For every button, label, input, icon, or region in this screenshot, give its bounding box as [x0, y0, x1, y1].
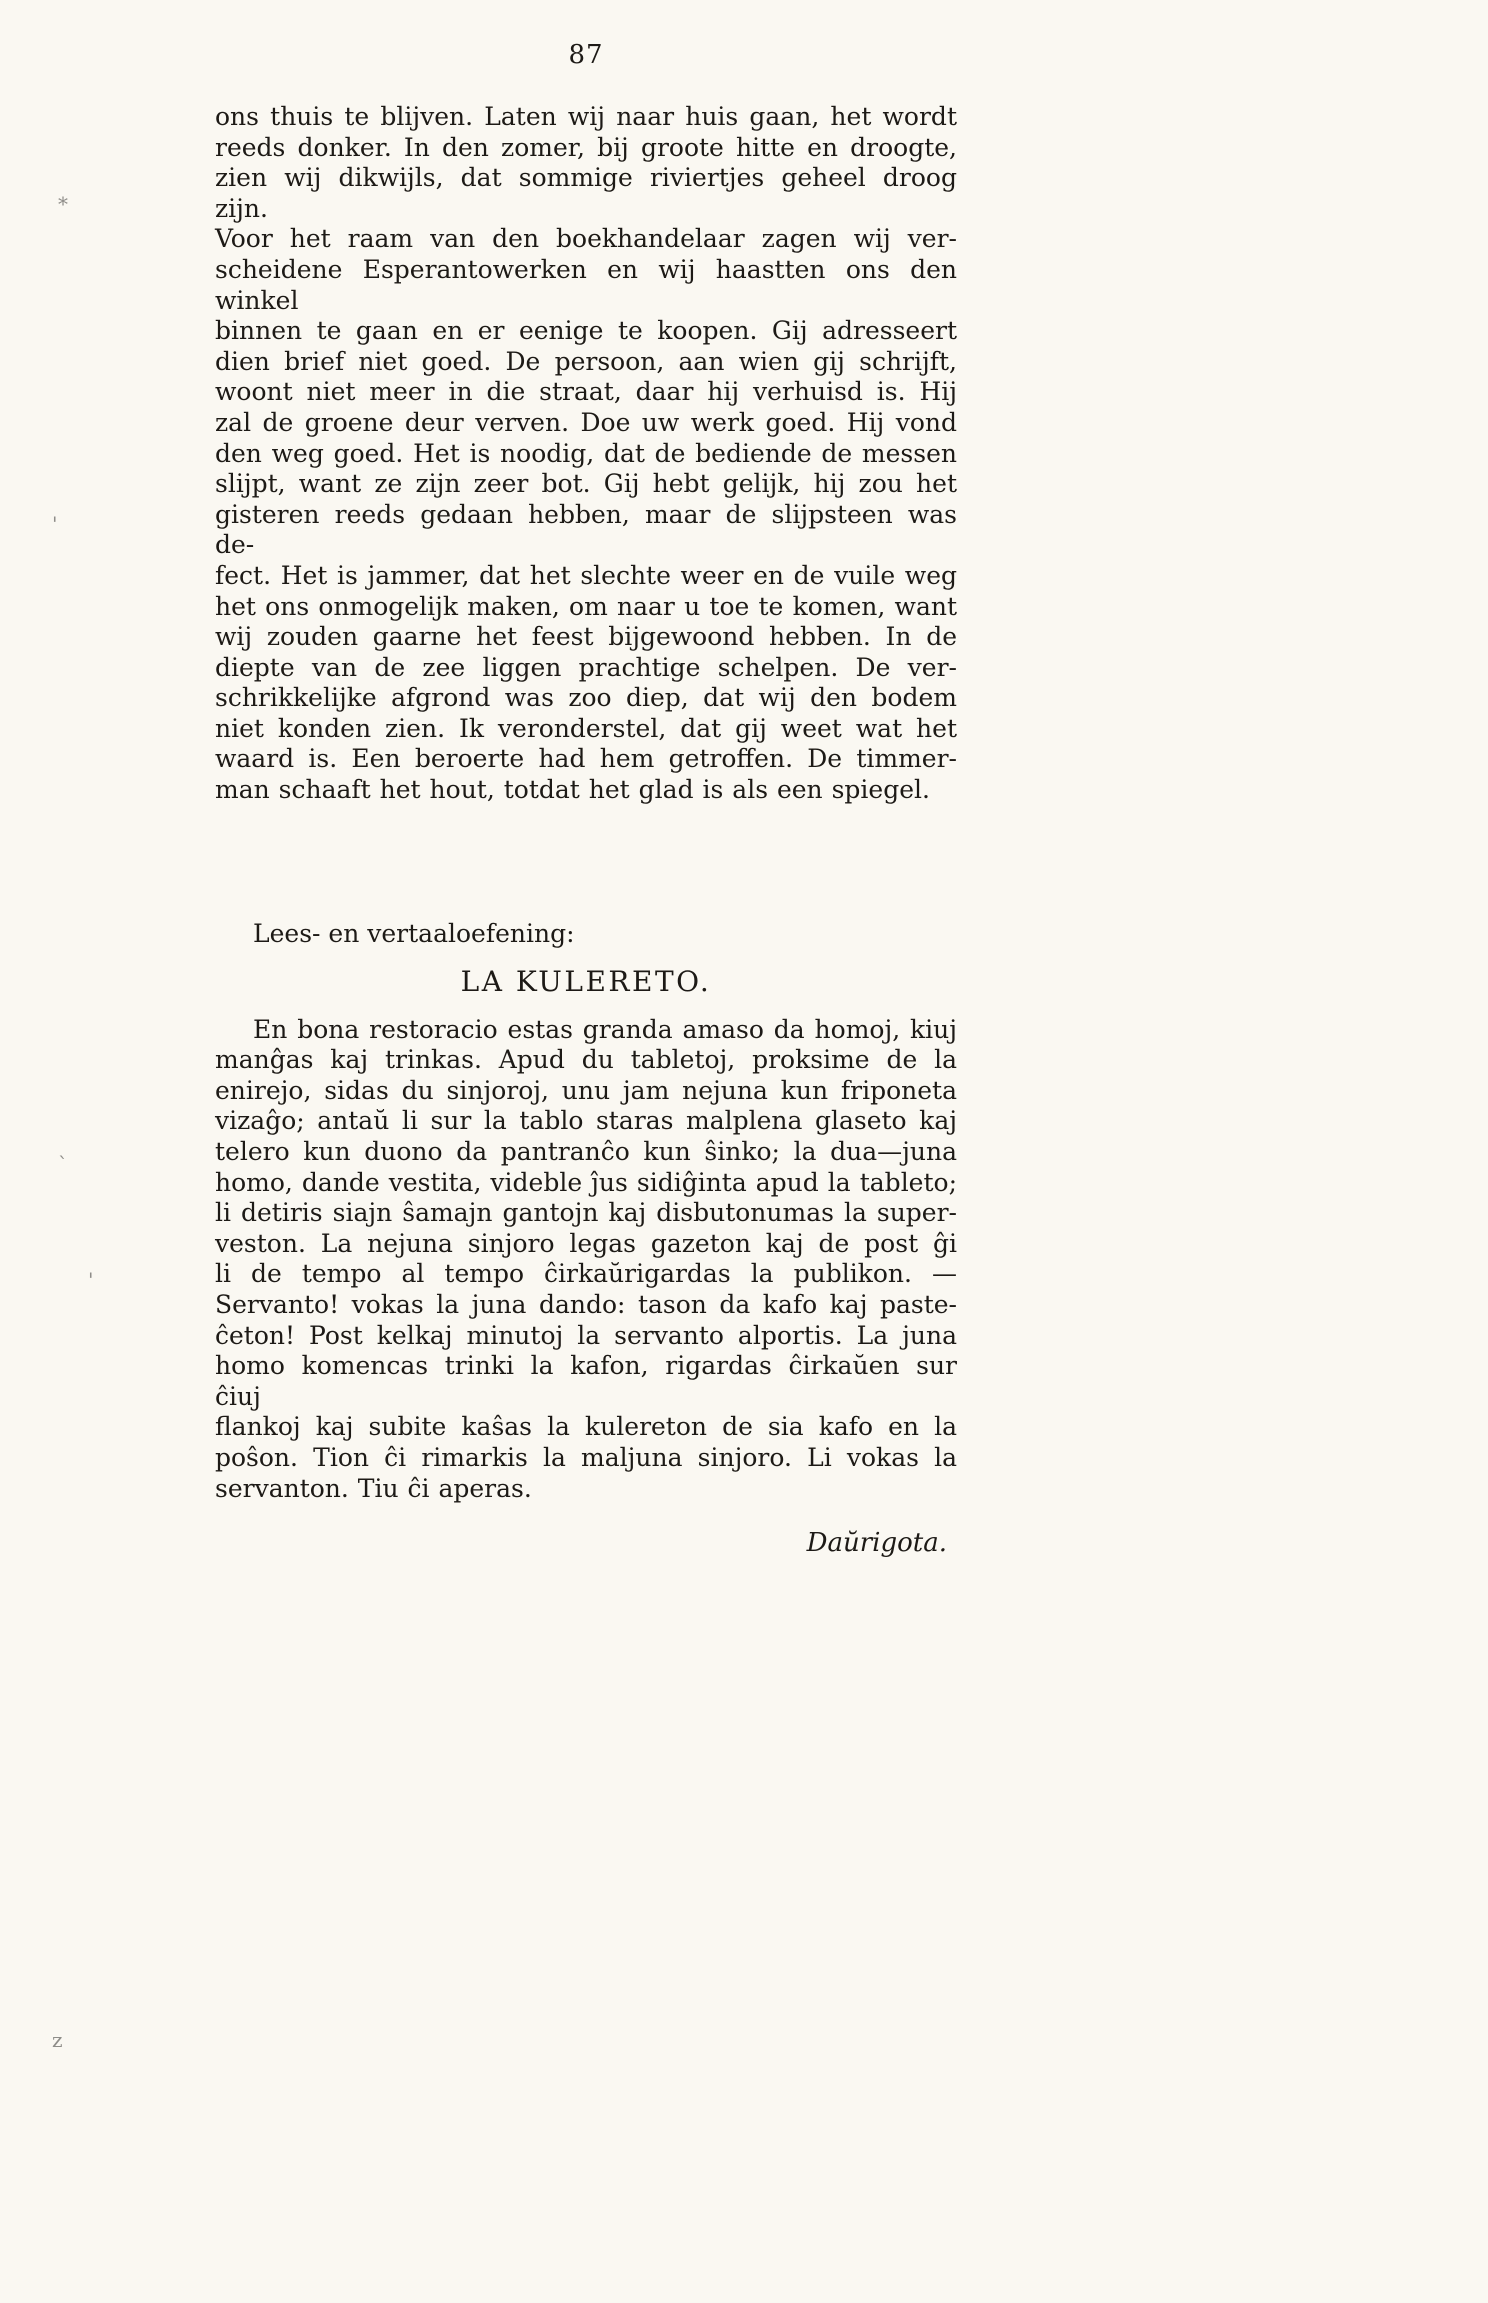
text-line: scheidene Esperantowerken en wij haastten ons den winkel	[215, 254, 957, 315]
text-line: wij zouden gaarne het feest bijgewoond hebben. In de	[215, 622, 957, 652]
page-number: 87	[568, 40, 604, 70]
text-line: li detiris siajn ŝamajn gantojn kaj disbutonumas la super-	[215, 1198, 957, 1228]
ink-mark: z	[52, 2028, 63, 2052]
text-line: Voor het raam van den boekhandelaar zagen wij ver-	[215, 224, 957, 254]
text-line: reeds donker. In den zomer, bij groote hitte en droogte,	[215, 132, 957, 162]
text-line: den weg goed. Het is noodig, dat de bediende de messen	[215, 438, 957, 468]
text-line: En bona restoracio estas granda amaso da homoj, kiuj	[253, 1014, 957, 1044]
text-line: het ons onmogelijk maken, om naar u toe te komen, want	[215, 591, 957, 621]
exercise-label: Lees- en vertaaloefening:	[253, 918, 575, 948]
text-line: schrikkelijke afgrond was zoo diep, dat wij den bodem	[215, 683, 957, 713]
text-line: zal de groene deur verven. Doe uw werk goed. Hij vond	[215, 407, 957, 437]
text-line: zien wij dikwijls, dat sommige riviertjes geheel droog zijn.	[215, 163, 957, 223]
text-line: dien brief niet goed. De persoon, aan wien gij schrijft,	[215, 346, 957, 376]
text-line: manĝas kaj trinkas. Apud du tabletoj, proksime de la	[215, 1045, 957, 1075]
text-line: man schaaft het hout, totdat het glad is als een spiegel.	[215, 775, 930, 805]
text-line: diepte van de zee liggen prachtige schelpen. De ver-	[215, 652, 957, 682]
text-line: woont niet meer in die straat, daar hij verhuisd is. Hij	[215, 377, 957, 407]
text-line: fect. Het is jammer, dat het slechte weer en de vuile weg	[215, 560, 957, 590]
ink-mark: `	[58, 1152, 68, 1176]
text-line: homo, dande vestita, videble ĵus sidiĝinta apud la tableto;	[215, 1167, 957, 1197]
text-line: niet konden zien. Ik veronderstel, dat gij weet wat het	[215, 713, 957, 743]
text-line: gisteren reeds gedaan hebben, maar de slijpsteen was de-	[215, 499, 957, 560]
esperanto-story-paragraph	[215, 1015, 957, 1505]
text-column	[215, 102, 957, 1558]
ink-mark: '	[52, 512, 58, 536]
text-line: enirejo, sidas du sinjoroj, unu jam nejuna kun friponeta	[215, 1075, 957, 1105]
text-line: flankoj kaj subite kaŝas la kulereton de sia kafo en la	[215, 1412, 957, 1442]
ink-mark: '	[88, 1268, 94, 1292]
text-line: ĉeton! Post kelkaj minutoj la servanto alportis. La juna	[215, 1320, 957, 1350]
author-signature: Daŭrigota.	[806, 1528, 947, 1559]
text-line: vizaĝo; antaŭ li sur la tablo staras malplena glaseto kaj	[215, 1106, 957, 1136]
text-line: slijpt, want ze zijn zeer bot. Gij hebt gelijk, hij zou het	[215, 469, 957, 499]
dutch-exercise-paragraph	[215, 102, 957, 806]
text-line: waard is. Een beroerte had hem getroffen. De timmer-	[215, 744, 957, 774]
ink-mark: *	[58, 192, 68, 216]
text-line: Servanto! vokas la juna dando: tason da kafo kaj paste-	[215, 1290, 957, 1319]
text-line: li de tempo al tempo ĉirkaŭrigardas la publikon. —	[215, 1259, 957, 1289]
text-line: veston. La nejuna sinjoro legas gazeton kaj de post ĝi	[215, 1228, 957, 1258]
text-line: poŝon. Tion ĉi rimarkis la maljuna sinjoro. Li vokas la	[215, 1442, 957, 1472]
text-line: servanton. Tiu ĉi aperas.	[215, 1473, 532, 1503]
text-line: ons thuis te blijven. Laten wij naar huis gaan, het wordt	[215, 102, 957, 131]
text-line: telero kun duono da pantranĉo kun ŝinko; la dua—juna	[215, 1137, 957, 1167]
section-title: LA KULERETO.	[460, 964, 712, 998]
text-line: homo komencas trinki la kafon, rigardas ĉirkaŭen sur ĉiuj	[215, 1351, 957, 1411]
text-line: binnen te gaan en er eenige te koopen. Gij adresseert	[215, 316, 957, 346]
